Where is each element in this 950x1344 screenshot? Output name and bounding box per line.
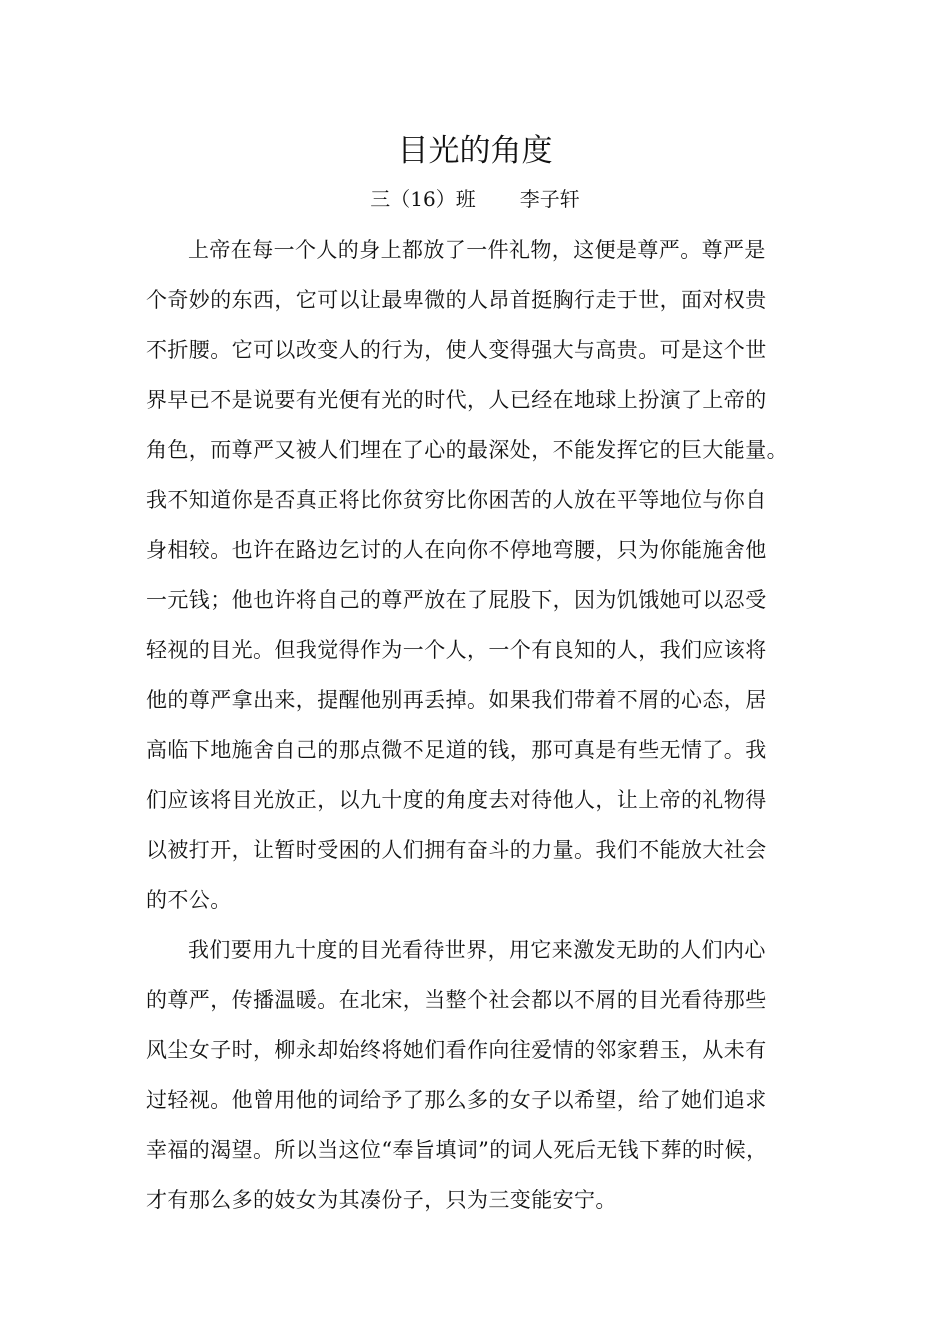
text-line: 身相较。也许在路边乞讨的人在向你不停地弯腰，只为你能施舍他	[146, 538, 767, 562]
text-line: 以被打开，让暂时受困的人们拥有奋斗的力量。我们不能放大社会	[146, 838, 767, 862]
text-line: 的不公。	[146, 888, 232, 912]
class-name: 三（16）班	[370, 187, 476, 211]
text-line: 角色，而尊严又被人们埋在了心的最深处，不能发挥它的巨大能量。	[146, 438, 788, 462]
text-line: 过轻视。他曾用他的词给予了那么多的女子以希望，给了她们追求	[146, 1088, 767, 1112]
text-line: 们应该将目光放正，以九十度的角度去对待他人，让上帝的礼物得	[146, 788, 767, 812]
text-line: 风尘女子时，柳永却始终将她们看作向往爱情的邻家碧玉，从未有	[146, 1038, 767, 1062]
byline	[0, 184, 950, 214]
essay-title: 目光的角度	[397, 133, 553, 169]
text-line: 上帝在每一个人的身上都放了一件礼物，这便是尊严。尊严是	[188, 238, 766, 262]
author-name: 李子轩	[519, 187, 580, 211]
text-line: 我不知道你是否真正将比你贫穷比你困苦的人放在平等地位与你自	[146, 488, 767, 512]
text-line: 幸福的渴望。所以当这位“奉旨填词”的词人死后无钱下葬的时候，	[146, 1138, 768, 1162]
text-line: 才有那么多的妓女为其凑份子，只为三变能安宁。	[146, 1188, 617, 1212]
text-line: 的尊严，传播温暖。在北宋，当整个社会都以不屑的目光看待那些	[146, 988, 767, 1012]
text-line: 轻视的目光。但我觉得作为一个人，一个有良知的人，我们应该将	[146, 638, 767, 662]
text-line: 一元钱；他也许将自己的尊严放在了屁股下，因为饥饿她可以忍受	[146, 588, 767, 612]
text-line: 不折腰。它可以改变人的行为，使人变得强大与高贵。可是这个世	[146, 338, 767, 362]
text-line: 个奇妙的东西，它可以让最卑微的人昂首挺胸行走于世，面对权贵	[146, 288, 767, 312]
text-line: 我们要用九十度的目光看待世界，用它来激发无助的人们内心	[188, 938, 766, 962]
text-line: 界早已不是说要有光便有光的时代，人已经在地球上扮演了上帝的	[146, 388, 767, 412]
essay-body	[146, 234, 836, 1234]
text-line: 高临下地施舍自己的那点微不足道的钱，那可真是有些无情了。我	[146, 738, 767, 762]
text-line: 他的尊严拿出来，提醒他别再丢掉。如果我们带着不屑的心态，居	[146, 688, 767, 712]
